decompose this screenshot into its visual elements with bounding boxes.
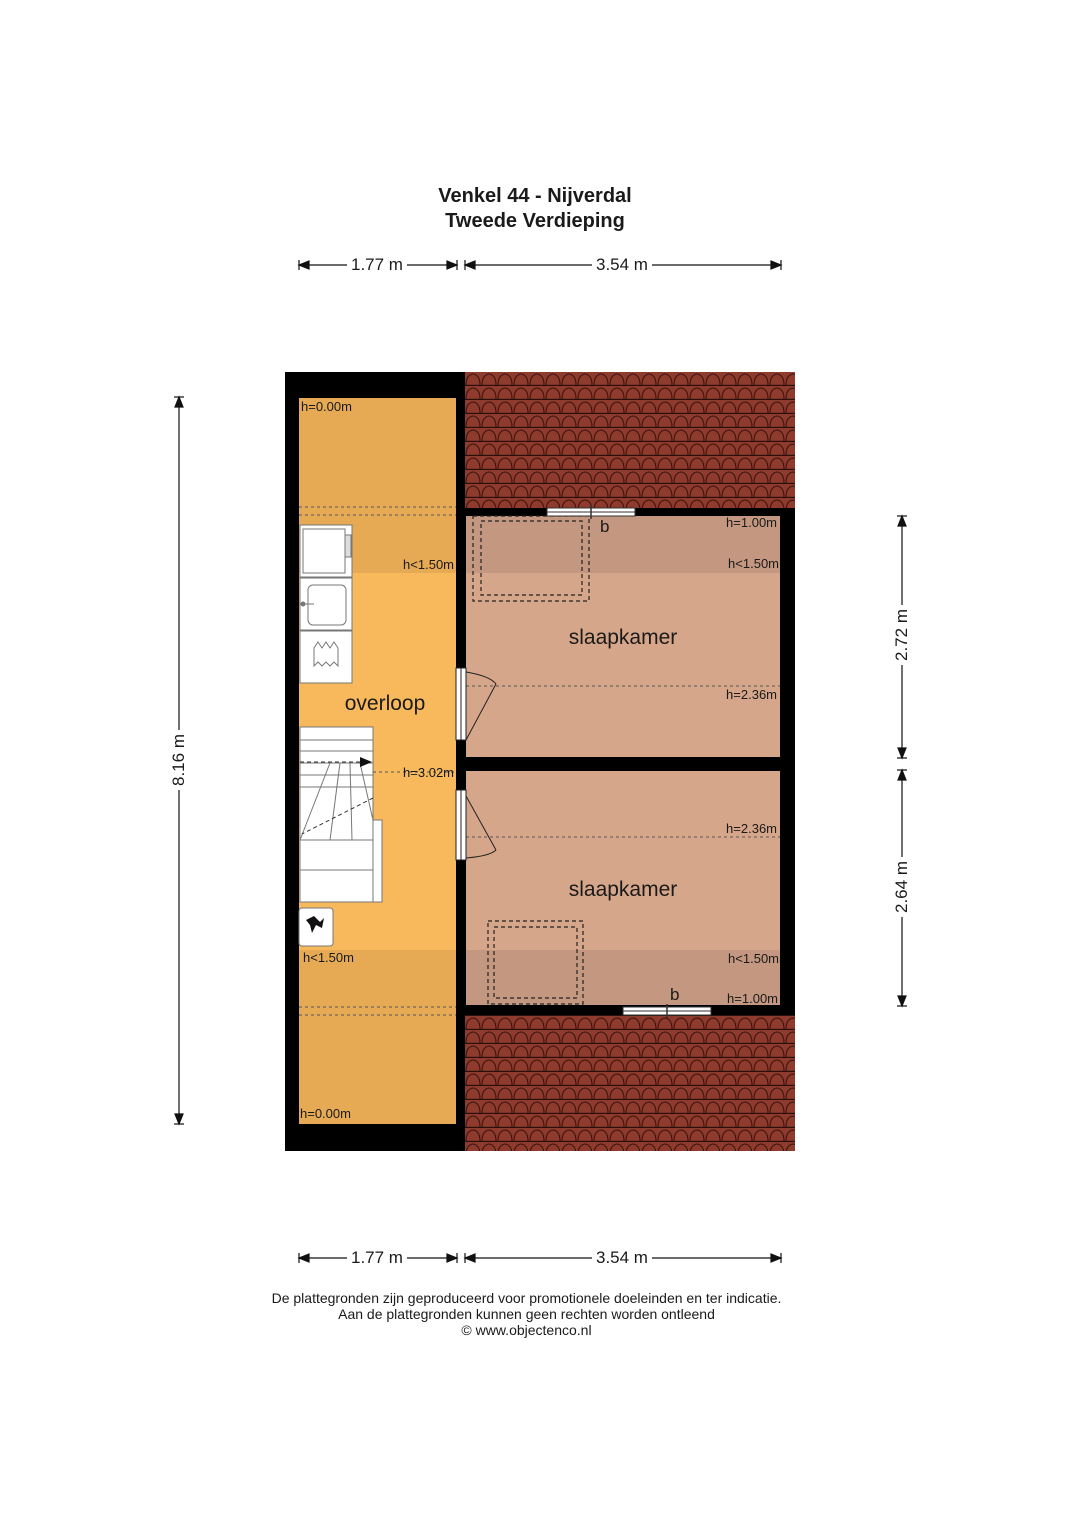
disclaimer-line-1: De plattegronden zijn geproduceerd voor promotionele doeleinden en ter indicatie. <box>271 1290 782 1306</box>
height-label: h=1.00m <box>726 515 777 530</box>
height-label: h=0.00m <box>300 1106 351 1121</box>
room-label-landing: overloop <box>344 692 426 715</box>
floor-name: Tweede Verdieping <box>445 210 625 232</box>
height-label: h<1.50m <box>303 950 354 965</box>
plan-title: Venkel 44 - Nijverdal <box>438 185 632 207</box>
window-marker-bottom: b <box>670 985 680 1004</box>
height-label: h=0.00m <box>301 399 352 414</box>
room-label-bedroom-bottom: slaapkamer <box>568 878 678 901</box>
height-label: h=2.36m <box>726 687 777 702</box>
height-label: h=1.00m <box>727 991 778 1006</box>
boiler-icon <box>300 631 352 683</box>
dimension-top-right: 3.54 m <box>592 255 652 275</box>
staircase <box>300 727 382 902</box>
window-marker-top: b <box>600 517 610 536</box>
chimney-icon <box>299 908 333 946</box>
copyright: © www.objectenco.nl <box>461 1322 592 1338</box>
dimension-right-lower: 2.64 m <box>892 857 912 917</box>
roof-tiles-top <box>465 372 795 509</box>
landing-low-zone-bottom <box>299 950 456 1124</box>
height-label: h<1.50m <box>728 951 779 966</box>
height-label: h=2.36m <box>726 821 777 836</box>
height-label: h=3.02m <box>403 765 454 780</box>
dimension-bottom-left: 1.77 m <box>347 1248 407 1268</box>
height-label: h<1.50m <box>728 556 779 571</box>
disclaimer-line-2: Aan de plattegronden kunnen geen rechten worden ontleend <box>338 1306 715 1322</box>
dimension-right-upper: 2.72 m <box>892 605 912 665</box>
sink-icon <box>300 578 352 630</box>
dimension-top-left: 1.77 m <box>347 255 407 275</box>
roof-tiles-bottom <box>465 1015 795 1151</box>
dimension-left-total: 8.16 m <box>169 730 189 790</box>
dimension-bottom-right: 3.54 m <box>592 1248 652 1268</box>
height-label: h<1.50m <box>403 557 454 572</box>
washing-machine-icon <box>300 525 352 577</box>
room-label-bedroom-top: slaapkamer <box>568 626 678 649</box>
